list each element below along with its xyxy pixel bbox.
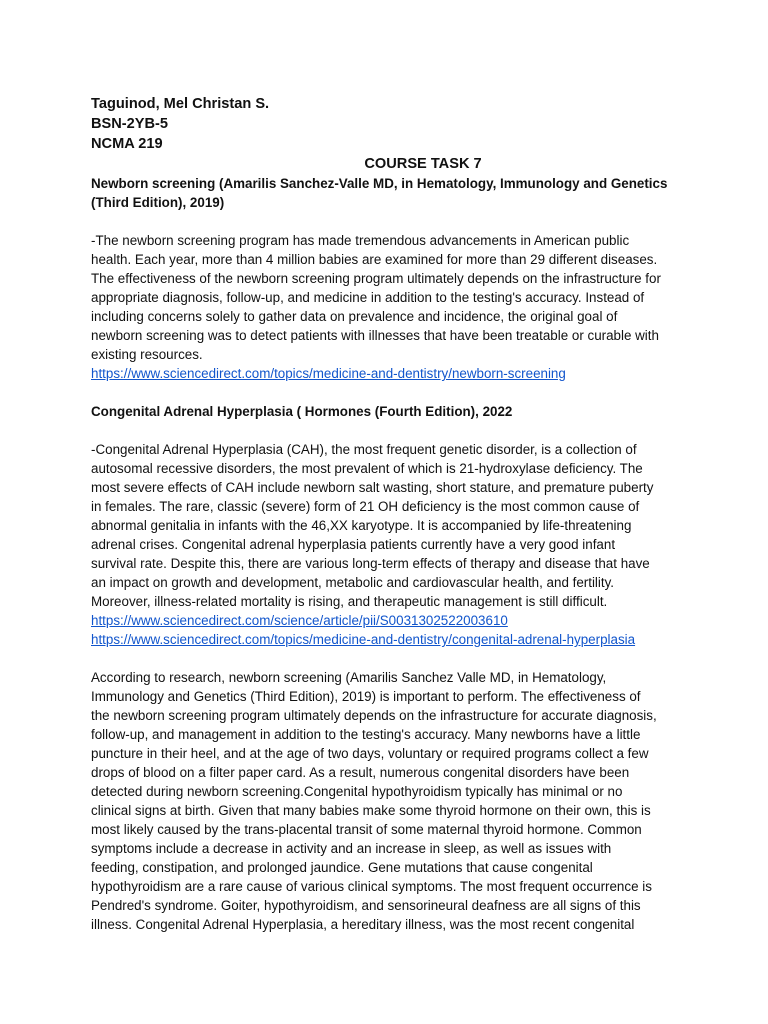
paragraph-line: appropriate diagnosis, follow-up, and medicine in addition to the testing's accuracy. Instead of [91, 290, 645, 305]
paragraph-line: illness. Congenital Adrenal Hyperplasia, a hereditary illness, was the most recent congenital [91, 917, 635, 932]
spacer [91, 421, 691, 440]
paragraph-line: autosomal recessive disorders, the most prevalent of which is 21-hydroxylase deficiency. The [91, 461, 643, 476]
paragraph-line: symptoms include a decrease in activity and an increase in sleep, as well as issues with [91, 841, 612, 856]
section-heading-cah: Congenital Adrenal Hyperplasia ( Hormones (Fourth Edition), 2022 [91, 404, 513, 419]
student-name: Taguinod, Mel Christan S. [91, 96, 270, 112]
conclusion-paragraph [91, 668, 691, 934]
course-code: NCMA 219 [91, 136, 163, 152]
paragraph-line: feeding, constipation, and prolonged jaundice. Gene mutations that cause congenital [91, 860, 593, 875]
document-title: COURSE TASK 7 [364, 156, 482, 172]
paragraph-line: puncture in their heel, and at the age of two days, voluntary or required programs collect a few [91, 746, 649, 761]
paragraph-line: adrenal crises. Congenital adrenal hyperplasia patients currently have a very good infant [91, 537, 616, 552]
section-body-cah [91, 440, 691, 611]
document-body [91, 94, 691, 934]
paragraph-line: including concerns solely to gather data on prevalence and incidence, the original goal of [91, 309, 618, 324]
paragraph-line: According to research, newborn screening (Amarilis Sanchez Valle MD, in Hematology, [91, 670, 607, 685]
paragraph-line: The effectiveness of the newborn screening program ultimately depends on the infrastructure for [91, 271, 661, 286]
spacer [91, 649, 691, 668]
paragraph-line: follow-up, and management in addition to the testing's accuracy. Many newborns have a little [91, 727, 641, 742]
paragraph-line: most severe effects of CAH include newborn salt wasting, short stature, and premature puberty [91, 480, 654, 495]
paragraph-line: Pendred's syndrome. Goiter, hypothyroidism, and sensorineural deafness are all signs of this [91, 898, 641, 913]
reference-link-cah-article[interactable]: https://www.sciencedirect.com/science/article/pii/S0031302522003610 [91, 613, 508, 628]
paragraph-line: -The newborn screening program has made tremendous advancements in American public [91, 233, 630, 248]
spacer [91, 212, 691, 231]
reference-link-cah-topic[interactable]: https://www.sciencedirect.com/topics/medicine-and-dentistry/congenital-adrenal-hyperplasia [91, 632, 636, 647]
student-section: BSN-2YB-5 [91, 116, 169, 132]
paragraph-line: health. Each year, more than 4 million babies are examined for more than 29 different diseases. [91, 252, 658, 267]
paragraph-line: hypothyroidism are a rare cause of various clinical symptoms. The most frequent occurrence is [91, 879, 652, 894]
paragraph-line: newborn screening was to detect patients with illnesses that have been treatable or curable with [91, 328, 659, 343]
paragraph-line: an impact on growth and development, metabolic and cardiovascular health, and fertility. [91, 575, 615, 590]
paragraph-line: drops of blood on a filter paper card. As a result, numerous congenital disorders have been [91, 765, 630, 780]
paragraph-line: clinical signs at birth. Given that many babies make some thyroid hormone on their own, this is [91, 803, 651, 818]
paragraph-line: -Congenital Adrenal Hyperplasia (CAH), the most frequent genetic disorder, is a collection of [91, 442, 637, 457]
paragraph-line: the newborn screening program ultimately depends on the infrastructure for accurate diagnosis, [91, 708, 657, 723]
spacer [91, 383, 691, 402]
paragraph-line: detected during newborn screening.Congenital hypothyroidism typically has minimal or no [91, 784, 623, 799]
paragraph-line: abnormal genitalia in infants with the 46,XX karyotype. It is accompanied by life-threatening [91, 518, 632, 533]
paragraph-line: survival rate. Despite this, there are various long-term effects of therapy and disease that have [91, 556, 650, 571]
paragraph-line: Immunology and Genetics (Third Edition), 2019) is important to perform. The effectiveness of [91, 689, 641, 704]
paragraph-line: most likely caused by the trans-placental transit of some maternal thyroid hormone. Common [91, 822, 642, 837]
section-heading-newborn-screening: Newborn screening (Amarilis Sanchez-Valle MD, in Hematology, Immunology and Genetics (Third Edition), 2019) [91, 176, 668, 210]
paragraph-line: existing resources. [91, 347, 203, 362]
paragraph-line: Moreover, illness-related mortality is rising, and therapeutic management is still difficult. [91, 594, 608, 609]
section-body-newborn-screening [91, 231, 691, 364]
reference-link-newborn-screening[interactable]: https://www.sciencedirect.com/topics/medicine-and-dentistry/newborn-screening [91, 366, 566, 381]
paragraph-line: in females. The rare, classic (severe) form of 21 OH deficiency is the most common cause of [91, 499, 640, 514]
